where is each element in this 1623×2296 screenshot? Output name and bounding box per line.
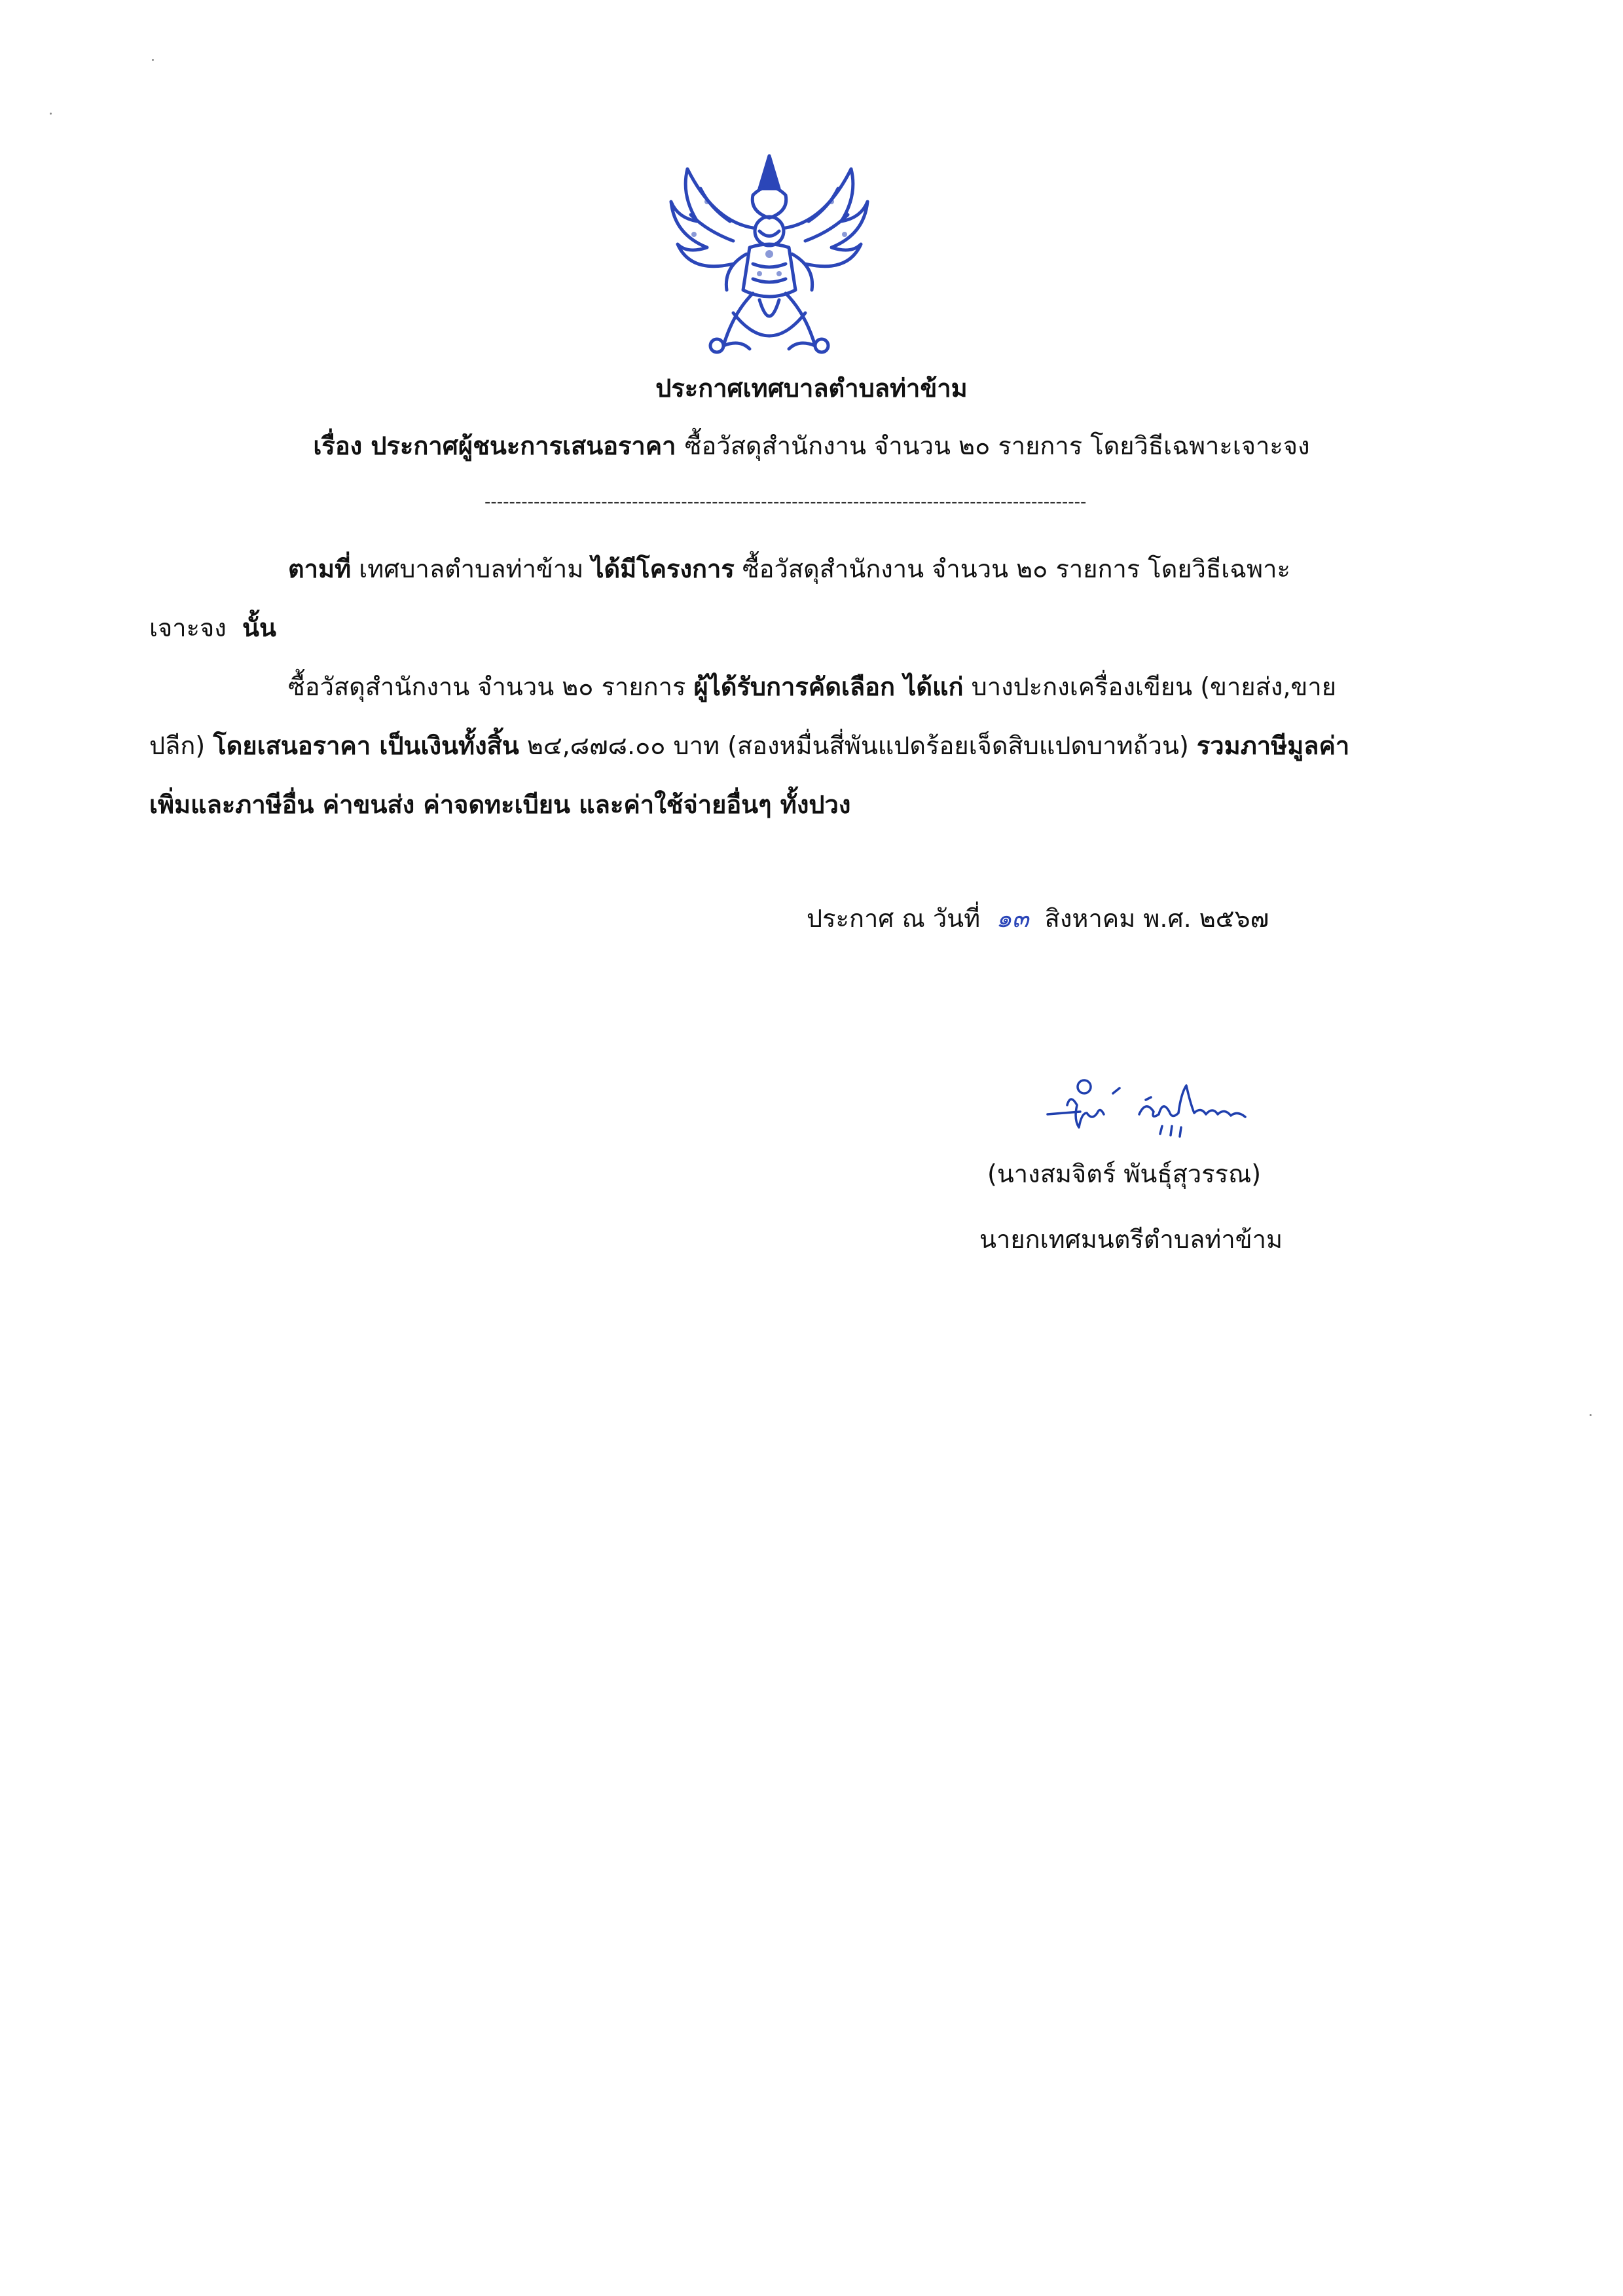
p2-vendor-cont: ปลีก)	[149, 731, 206, 760]
signatory-name: (นางสมจิตร์ พันธุ์สุวรรณ)	[987, 1159, 1262, 1188]
date-label: ประกาศ ณ วันที่	[807, 904, 981, 933]
signatory-position: นายกเทศมนตรีตำบลท่าข้าม	[979, 1225, 1283, 1254]
title-divider: --------------------------------------------------------------------------------------------------	[484, 492, 1087, 512]
subject-label: เรื่อง ประกาศผู้ชนะการเสนอราคา	[313, 431, 676, 460]
p1-end: นั้น	[242, 613, 276, 642]
p2-vat: รวมภาษีมูลค่า	[1196, 731, 1350, 760]
p2-offer: โดยเสนอราคา เป็นเงินทั้งสิ้น	[213, 731, 519, 760]
p2-selected: ผู้ได้รับการคัดเลือก ได้แก่	[693, 672, 964, 701]
date-day: ๑๓	[996, 904, 1029, 933]
p1-lead: ตามที่	[288, 555, 352, 583]
announcement-date	[807, 898, 1269, 938]
subject-text: ซื้อวัสดุสำนักงาน จำนวน ๒๐ รายการ โดยวิธีเฉพาะเจาะจง	[684, 431, 1310, 460]
p1-project: ซื้อวัสดุสำนักงาน จำนวน ๒๐ รายการ โดยวิธีเฉพาะ	[742, 555, 1290, 583]
paragraph-2-line-3: เพิ่มและภาษีอื่น ค่าขนส่ง ค่าจดทะเบียน และค่าใช้จ่ายอื่นๆ ทั้งปวง	[149, 790, 851, 819]
scan-speck	[50, 113, 52, 115]
garuda-emblem-icon	[661, 149, 877, 365]
scan-speck	[152, 59, 154, 61]
signature-icon	[1041, 1074, 1257, 1146]
p1-line2: เจาะจง	[149, 613, 227, 642]
paragraph-2-line-2	[149, 725, 1349, 765]
p2-vendor: บางปะกงเครื่องเขียน (ขายส่ง,ขาย	[971, 672, 1337, 701]
p1-mid: ได้มีโครงการ	[591, 555, 735, 583]
paragraph-2-line-1	[288, 666, 1336, 706]
paragraph-1-line-1	[288, 549, 1290, 589]
p2-amount: ๒๔,๘๗๘.๐๐ บาท (สองหมื่นสี่พันแปดร้อยเจ็ดสิบแปดบาทถ้วน)	[526, 731, 1189, 760]
p2-item: ซื้อวัสดุสำนักงาน จำนวน ๒๐ รายการ	[288, 672, 686, 701]
p1-org: เทศบาลตำบลท่าข้าม	[359, 555, 584, 583]
scan-speck	[1590, 1414, 1592, 1416]
announcement-title: ประกาศเทศบาลตำบลท่าข้าม	[655, 374, 968, 403]
paragraph-1-line-2	[149, 608, 276, 647]
date-month-year: สิงหาคม พ.ศ. ๒๕๖๗	[1044, 904, 1269, 933]
announcement-subject	[0, 426, 1623, 465]
